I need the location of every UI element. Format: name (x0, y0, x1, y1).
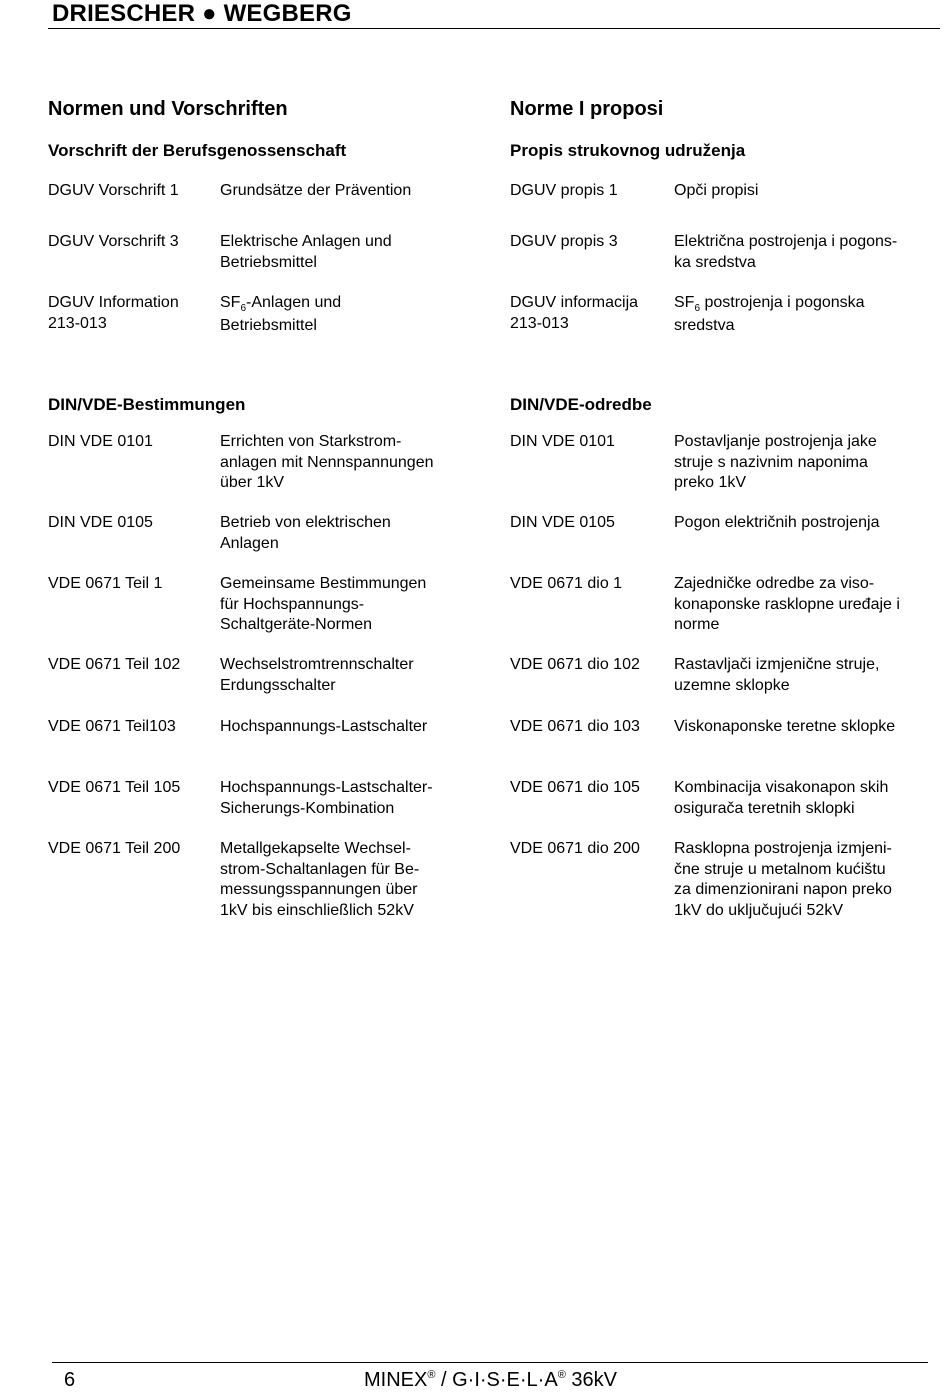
din-desc-hr: Pogon električnih postrojenja (674, 514, 880, 531)
din-code-de: VDE 0671 Teil 105 (48, 779, 181, 796)
product-gisela: / G·I·S·E·L·A (435, 1369, 558, 1391)
din-desc-de: Hochspannungs-Lastschalter (220, 718, 428, 735)
norm-desc-hr: Električna postrojenja i pogons- ka sredstva (674, 233, 898, 271)
din-code-de: VDE 0671 Teil 200 (48, 840, 181, 857)
product-minex: MINEX (364, 1369, 428, 1391)
din-code-hr: DIN VDE 0105 (510, 514, 615, 531)
din-code-de: DIN VDE 0101 (48, 433, 153, 450)
registered-mark: ® (557, 1369, 566, 1381)
subsection-title-de: Vorschrift der Berufsgenossenschaft (48, 141, 347, 160)
brand-header: DRIESCHER ● WEGBERG (52, 0, 352, 27)
section-title-de: Normen und Vorschriften (48, 98, 288, 120)
norm-desc-de (220, 293, 341, 336)
din-desc-de: Gemeinsame Bestimmungen für Hochspannungs- Schaltgeräte-Normen (220, 575, 427, 633)
sf6-subscript: 6 (694, 303, 701, 314)
norm-desc-rest: -Anlagen und Betriebsmittel (220, 294, 342, 334)
din-desc-hr: Postavljanje postrojenja jake struje s nazivnim naponima preko 1kV (674, 433, 877, 491)
din-code-hr: VDE 0671 dio 200 (510, 840, 640, 857)
din-section-title-de: DIN/VDE-Bestimmungen (48, 395, 246, 414)
norm-code-hr: DGUV informacija 213-013 (510, 294, 639, 332)
din-code-de: VDE 0671 Teil103 (48, 718, 176, 735)
din-code-de: DIN VDE 0105 (48, 514, 153, 531)
din-desc-hr: Viskonaponske teretne sklopke (674, 718, 896, 735)
sf6-prefix: SF (674, 294, 695, 311)
din-code-de: VDE 0671 Teil 102 (48, 656, 181, 673)
din-desc-hr: Kombinacija visakonapon skih osigurača teretnih sklopki (674, 779, 889, 817)
din-code-de: VDE 0671 Teil 1 (48, 575, 163, 592)
norm-code-de: DGUV Vorschrift 3 (48, 233, 179, 250)
din-code-hr: VDE 0671 dio 1 (510, 575, 623, 592)
sf6-prefix: SF (220, 294, 241, 311)
header-divider (48, 28, 940, 29)
din-section-title-hr: DIN/VDE-odredbe (510, 395, 652, 414)
section-title-hr: Norme I proposi (510, 98, 664, 120)
norm-desc-de: Elektrische Anlagen und Betriebsmittel (220, 233, 392, 271)
registered-mark: ® (427, 1369, 436, 1381)
norm-desc-rest: postrojenja i pogonska sredstva (674, 294, 865, 334)
footer-product-name (364, 1368, 617, 1395)
din-desc-de: Metallgekapselte Wechsel- strom-Schaltanlagen für Be- messungsspannungen über 1kV bis einschließlich 52kV (220, 840, 420, 919)
sf6-subscript: 6 (240, 303, 247, 314)
din-desc-hr: Rastavljači izmjenične struje, uzemne sklopke (674, 656, 880, 694)
din-desc-de: Hochspannungs-Lastschalter- Sicherungs-Kombination (220, 779, 433, 817)
norm-desc-hr: Opči propisi (674, 182, 759, 199)
norm-code-de: DGUV Vorschrift 1 (48, 182, 179, 199)
din-desc-de: Betrieb von elektrischen Anlagen (220, 514, 391, 552)
norm-code-hr: DGUV propis 1 (510, 182, 618, 199)
din-desc-hr: Zajedničke odredbe za viso- konaponske rasklopne uređaje i norme (674, 575, 900, 633)
norm-desc-hr (674, 293, 865, 336)
din-code-hr: VDE 0671 dio 103 (510, 718, 640, 735)
din-code-hr: VDE 0671 dio 105 (510, 779, 640, 796)
norm-code-hr: DGUV propis 3 (510, 233, 618, 250)
product-voltage: 36kV (565, 1369, 617, 1391)
din-desc-de: Errichten von Starkstrom- anlagen mit Nennspannungen über 1kV (220, 433, 434, 491)
din-code-hr: DIN VDE 0101 (510, 433, 615, 450)
page-number: 6 (64, 1369, 76, 1391)
footer-divider (52, 1362, 928, 1363)
norm-code-de: DGUV Information 213-013 (48, 294, 179, 332)
din-code-hr: VDE 0671 dio 102 (510, 656, 640, 673)
subsection-title-hr: Propis strukovnog udruženja (510, 141, 746, 160)
din-desc-hr: Rasklopna postrojenja izmjeni- čne struje u metalnom kućištu za dimenzionirani napon preko 1kV do uključujući 52kV (674, 840, 892, 919)
din-desc-de: Wechselstromtrennschalter Erdungsschalter (220, 656, 414, 694)
norm-desc-de: Grundsätze der Prävention (220, 182, 412, 199)
